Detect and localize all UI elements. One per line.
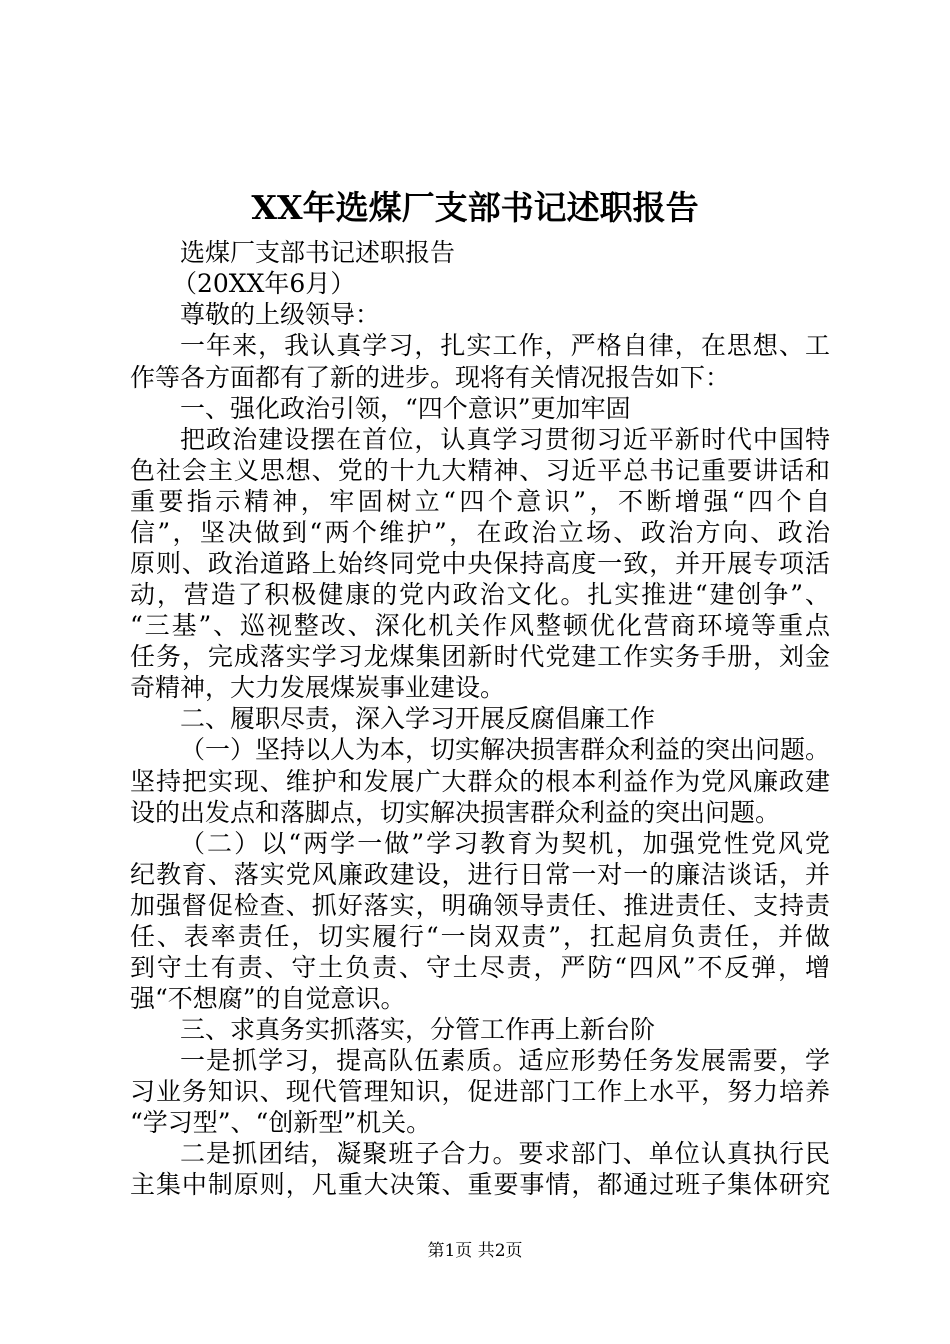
section-heading-3: 三、求真务实抓落实，分管工作再上新台阶: [180, 1015, 656, 1044]
paragraph-line: 主集中制原则，凡重大决策、重要事情，都通过班子集体研究: [130, 1170, 830, 1199]
paragraph-line: 加强督促检查、抓好落实，明确领导责任、推进责任、支持责: [130, 891, 830, 920]
paragraph-line: 一是抓学习，提高队伍素质。适应形势任务发展需要，学: [180, 1046, 830, 1075]
paragraph-line: 重要指示精神，牢固树立“四个意识”，不断增强“四个自: [130, 487, 830, 516]
paragraph-line: 习业务知识、现代管理知识，促进部门工作上水平，努力培养: [130, 1077, 830, 1106]
paragraph-line: 任、表率责任，切实履行“一岗双责”，扛起肩负责任，并做: [130, 922, 830, 951]
paragraph-line: 原则、政治道路上始终同党中央保持高度一致，并开展专项活: [130, 549, 830, 578]
paragraph-line: 把政治建设摆在首位，认真学习贯彻习近平新时代中国特: [180, 425, 830, 454]
report-date: （20XX年6月）: [172, 269, 356, 298]
paragraph-line: 纪教育、落实党风廉政建设，进行日常一对一的廉洁谈话，并: [130, 860, 830, 889]
paragraph-line: 信”，坚决做到“两个维护”，在政治立场、政治方向、政治: [130, 518, 830, 547]
section-heading-2: 二、履职尽责，深入学习开展反腐倡廉工作: [180, 704, 656, 733]
section-heading-1: 一、强化政治引领，“四个意识”更加牢固: [180, 394, 631, 423]
paragraph-line: “学习型”、“创新型”机关。: [130, 1108, 432, 1137]
paragraph-line: “三基”、巡视整改、深化机关作风整顿优化营商环境等重点: [130, 611, 830, 640]
paragraph-line: 强“不想腐”的自觉意识。: [130, 984, 406, 1013]
paragraph-line: （二）以“两学一做”学习教育为契机，加强党性党风党: [180, 829, 830, 858]
paragraph-line: 一年来，我认真学习，扎实工作，严格自律，在思想、工: [180, 331, 830, 360]
paragraph-line: 到守土有责、守土负责、守土尽责，严防“四风”不反弹，增: [130, 953, 830, 982]
document-title: XX年选煤厂支部书记述职报告: [251, 188, 699, 227]
paragraph-line: 任务，完成落实学习龙煤集团新时代党建工作实务手册，刘金: [130, 642, 830, 671]
paragraph-line: （一）坚持以人为本，切实解决损害群众利益的突出问题。: [180, 735, 831, 764]
paragraph-line: 奇精神，大力发展煤炭事业建设。: [130, 673, 506, 702]
paragraph-line: 设的出发点和落脚点，切实解决损害群众利益的突出问题。: [130, 798, 781, 827]
paragraph-line: 二是抓团结，凝聚班子合力。要求部门、单位认真执行民: [180, 1139, 830, 1168]
paragraph-line: 坚持把实现、维护和发展广大群众的根本利益作为党风廉政建: [130, 767, 830, 796]
paragraph-line: 作等各方面都有了新的进步。现将有关情况报告如下：: [130, 363, 731, 392]
salutation: 尊敬的上级领导：: [180, 300, 381, 329]
paragraph-line: 动，营造了积极健康的党内政治文化。扎实推进“建创争”、: [130, 580, 830, 609]
page-footer: 第1页 共2页: [427, 1241, 523, 1261]
report-subtitle: 选煤厂支部书记述职报告: [180, 238, 456, 267]
paragraph-line: 色社会主义思想、党的十九大精神、习近平总书记重要讲话和: [130, 456, 830, 485]
